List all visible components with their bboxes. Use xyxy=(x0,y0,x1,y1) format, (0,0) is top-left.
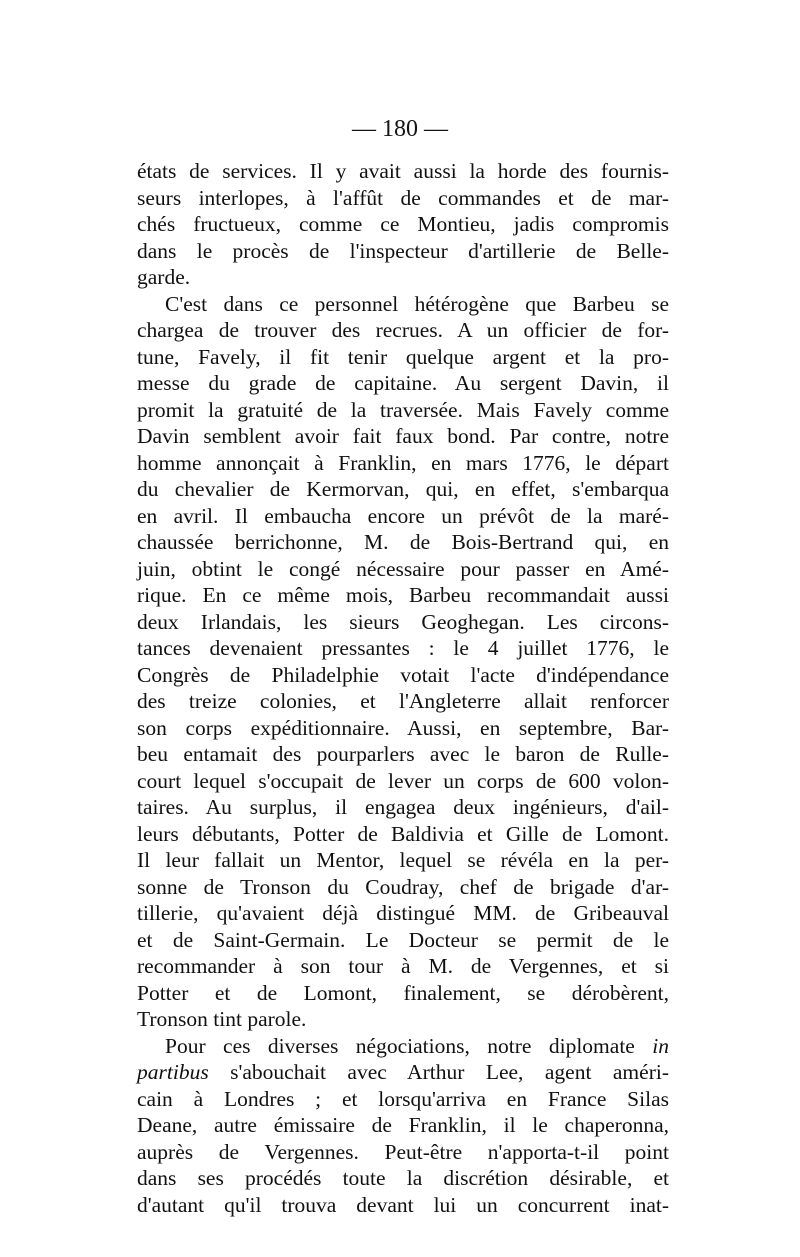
text-line: messe du grade de capitaine. Au sergent Davin, il xyxy=(137,371,669,395)
body-text xyxy=(137,158,669,1218)
text-line xyxy=(137,1059,669,1086)
text-line: des treize colonies, et l'Angleterre allait renforcer xyxy=(137,689,669,713)
italic-text: partibus xyxy=(137,1060,209,1084)
text-span: Pour ces diverses négociations, notre diplomate xyxy=(165,1033,653,1058)
text-span: s'abouchait avec Arthur Lee, agent améri- xyxy=(208,1060,669,1084)
text-line: leurs débutants, Potter de Baldivia et Gille de Lomont. xyxy=(137,821,669,846)
text-line: court lequel s'occupait de lever un corps de 600 volon- xyxy=(137,768,669,793)
text-line: tillerie, qu'avaient déjà distingué MM. de Gribeauval xyxy=(137,901,669,925)
text-line: homme annonçait à Franklin, en mars 1776, le départ xyxy=(137,450,669,475)
text-line: C'est dans ce personnel hétérogène que Barbeu se xyxy=(165,291,669,316)
text-line: chés fructueux, comme ce Montieu, jadis compromis xyxy=(137,212,669,236)
text-line: en avril. Il embaucha encore un prévôt de la maré- xyxy=(137,503,669,528)
text-line: promit la gratuité de la traversée. Mais Favely comme xyxy=(137,397,669,422)
text-line: Il leur fallait un Mentor, lequel se révéla en la per- xyxy=(137,848,669,872)
text-line: tances devenaient pressantes : le 4 juillet 1776, le xyxy=(137,636,669,660)
text-line: Davin semblent avoir fait faux bond. Par contre, notre xyxy=(137,424,669,448)
text-line: d'autant qu'il trouva devant lui un concurrent inat- xyxy=(137,1192,669,1217)
text-line: Tronson tint parole. xyxy=(137,1007,307,1031)
text-line: taires. Au surplus, il engagea deux ingénieurs, d'ail- xyxy=(137,795,669,819)
text-line: du chevalier de Kermorvan, qui, en effet, s'embarqua xyxy=(137,477,669,501)
text-line: deux Irlandais, les sieurs Geoghegan. Les circons- xyxy=(137,609,669,634)
text-line: seurs interlopes, à l'affût de commandes et de mar- xyxy=(137,185,669,210)
text-line: dans le procès de l'inspecteur d'artillerie de Belle- xyxy=(137,238,669,263)
text-line: chargea de trouver des recrues. A un officier de for- xyxy=(137,318,669,342)
text-line: états de services. Il y avait aussi la horde des fournis- xyxy=(137,159,669,183)
text-line: cain à Londres ; et lorsqu'arriva en France Silas xyxy=(137,1086,669,1111)
text-line: recommander à son tour à M. de Vergennes, et si xyxy=(137,954,669,978)
text-line: Deane, autre émissaire de Franklin, il le chaperonna, xyxy=(137,1113,669,1137)
text-line: dans ses procédés toute la discrétion désirable, et xyxy=(137,1166,669,1190)
text-line: Congrès de Philadelphie votait l'acte d'indépendance xyxy=(137,662,669,687)
text-line: rique. En ce même mois, Barbeu recommandait aussi xyxy=(137,583,669,607)
text-line: beu entamait des pourparlers avec le baron de Rulle- xyxy=(137,742,669,766)
text-line: juin, obtint le congé nécessaire pour passer en Amé- xyxy=(137,556,669,581)
text-line: chaussée berrichonne, M. de Bois-Bertrand qui, en xyxy=(137,530,669,554)
italic-text: in xyxy=(652,1033,669,1058)
text-line: Potter et de Lomont, finalement, se dérobèrent, xyxy=(137,980,669,1005)
text-line: et de Saint-Germain. Le Docteur se permit de le xyxy=(137,927,669,952)
text-line: tune, Favely, il fit tenir quelque argent et la pro- xyxy=(137,344,669,369)
page-number: — 180 — xyxy=(352,116,448,142)
text-line: sonne de Tronson du Coudray, chef de brigade d'ar- xyxy=(137,874,669,899)
text-line: son corps expéditionnaire. Aussi, en septembre, Bar- xyxy=(137,715,669,740)
text-line: garde. xyxy=(137,265,191,289)
text-line xyxy=(137,1033,669,1060)
text-line: auprès de Vergennes. Peut-être n'apporta-t-il point xyxy=(137,1139,669,1164)
